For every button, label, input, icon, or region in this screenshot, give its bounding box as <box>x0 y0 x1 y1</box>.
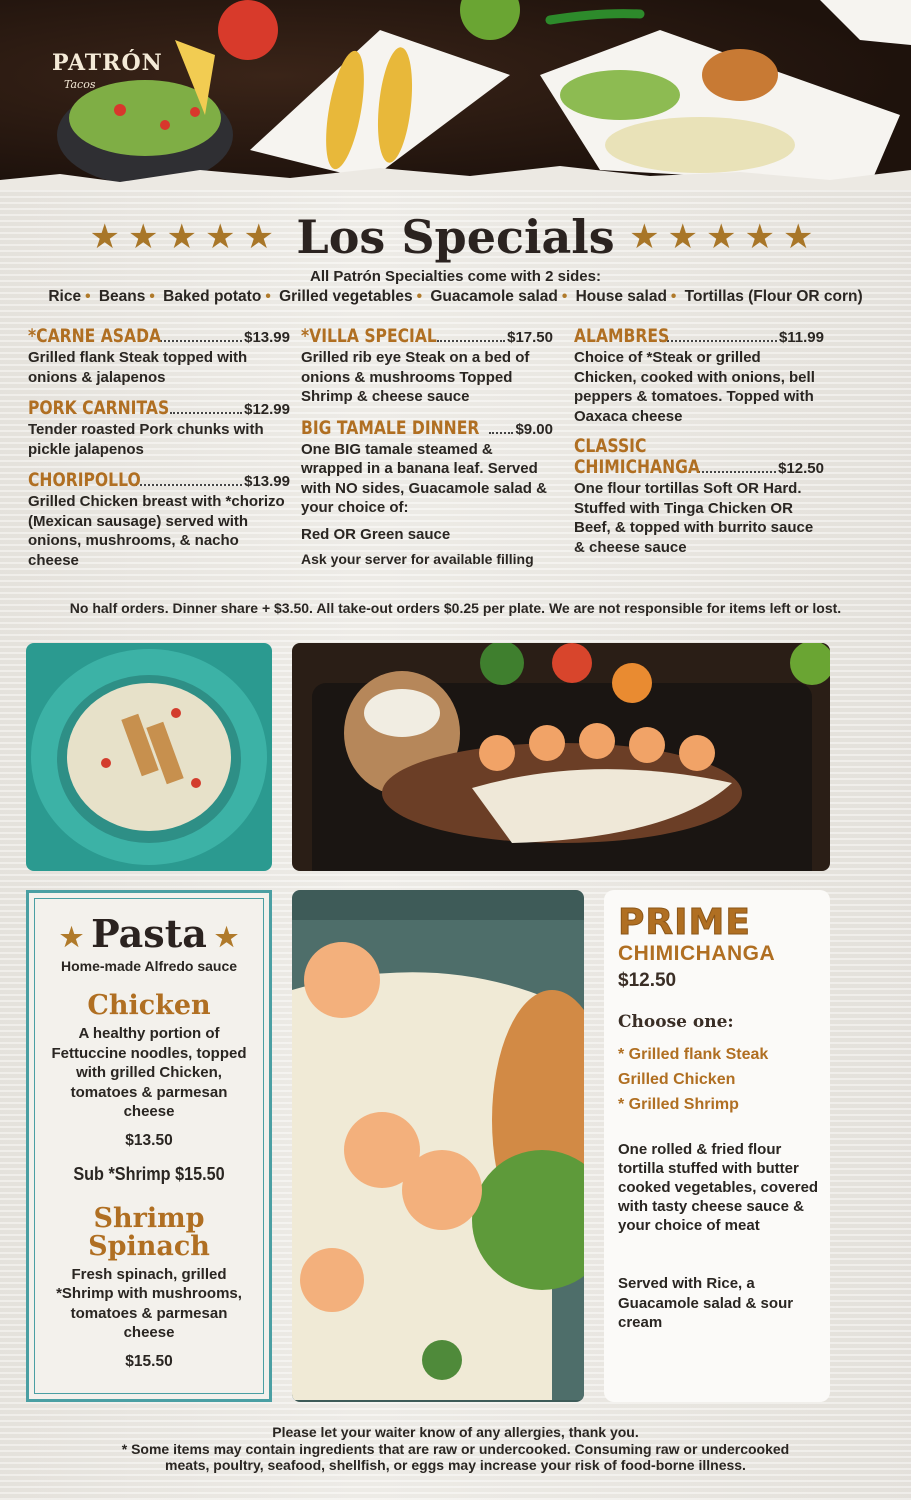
allergy-line: meats, poultry, seafood, shellfish, or eggs may increase your risk of food-borne illness. <box>165 1457 746 1473</box>
choose-heading: Choose one: <box>618 1012 734 1032</box>
pasta-item-description: Fresh spinach, grilled *Shrimp with mushrooms, tomatoes & parmesan cheese <box>56 1265 242 1341</box>
pasta-item-price: $15.50 <box>125 1352 173 1370</box>
item-name: *VILLA SPECIAL <box>301 325 437 347</box>
chimichanga-plate-image <box>292 890 584 1402</box>
item-name: BIG TAMALE DINNER <box>301 416 480 439</box>
item-price: $17.50 <box>507 329 553 346</box>
menu-item-classic-chimichanga <box>574 436 824 557</box>
item-description: Tender roasted Pork chunks with pickle jalapenos <box>28 421 264 458</box>
pasta-item-price: $13.50 <box>125 1131 173 1149</box>
allergy-notice <box>0 1424 911 1474</box>
pasta-section <box>26 890 272 1402</box>
photo-villa-special-plate <box>292 643 830 871</box>
pasta-plate-image <box>26 643 272 871</box>
choice-item: * Grilled Shrimp <box>618 1096 739 1113</box>
allergy-line: Please let your waiter know of any allergies, thank you. <box>272 1424 639 1440</box>
item-price: $13.99 <box>244 473 290 490</box>
specials-column-1 <box>28 325 290 580</box>
star-row-left: ★★★★★ <box>89 218 282 256</box>
star-row-right: ★★★★★ <box>629 218 822 256</box>
prime-subtitle: CHIMICHANGA <box>618 942 776 965</box>
item-filling-note: Ask your server for available filling <box>301 550 534 567</box>
item-price: $12.50 <box>778 460 824 477</box>
item-description: Grilled rib eye Steak on a bed of onions & mushrooms Topped Shrimp & cheese sauce <box>301 349 530 405</box>
choice-item: * Grilled flank Steak <box>618 1046 769 1063</box>
menu-item-choripollo <box>28 469 290 570</box>
pasta-item-name: Chicken <box>87 990 211 1021</box>
pasta-item-description: A healthy portion of Fettuccine noodles, topped with grilled Chicken, tomatoes & parmesan cheese <box>51 1025 247 1120</box>
item-name: CHIMICHANGA <box>574 456 700 478</box>
menu-item-alambres <box>574 325 824 426</box>
menu-item-big-tamale <box>301 417 553 567</box>
side-item: Beans <box>98 288 146 305</box>
star-icon: ★ <box>214 922 239 953</box>
brand-name: PATRÓN <box>52 50 163 76</box>
side-item: Baked potato <box>163 288 262 305</box>
hero-food-photo <box>0 0 911 190</box>
side-item: House salad <box>575 288 667 305</box>
specials-column-2 <box>301 325 553 577</box>
pasta-item-name: Shrimp <box>93 1202 205 1234</box>
item-price: $12.99 <box>244 401 290 418</box>
photo-prime-chimichanga <box>292 890 584 1402</box>
menu-item-carne-asada <box>28 325 290 387</box>
side-item: Guacamole salad <box>430 288 558 305</box>
item-price: $13.99 <box>244 329 290 346</box>
item-name: CHORIPOLLO <box>28 469 141 491</box>
menu-item-pork-carnitas <box>28 397 290 459</box>
photo-chicken-pasta <box>26 643 272 871</box>
sides-list: Rice • Beans • Baked potato • Grilled vegetables • Guacamole salad • House salad • Tortillas (Flour OR corn) <box>48 288 863 305</box>
item-name-line1: CLASSIC <box>574 435 647 457</box>
page-subtitle: All Patrón Specialties come with 2 sides: <box>310 268 601 285</box>
side-item: Rice <box>48 288 82 305</box>
side-item: Tortillas (Flour OR corn) <box>684 288 863 305</box>
choice-item: Grilled Chicken <box>618 1071 736 1088</box>
item-description: Choice of *Steak or grilled Chicken, cooked with onions, bell peppers & tomatoes. Topped with Oaxaca cheese <box>574 349 815 425</box>
item-description: One flour tortillas Soft OR Hard. Stuffed with Tinga Chicken OR Beef, & topped with burrito sauce & cheese sauce <box>574 480 814 556</box>
item-price: $9.00 <box>515 420 553 438</box>
prime-description: One rolled & fried flour tortilla stuffed with butter cooked vegetables, covered with tasty cheese sauce & your choice of meat <box>618 1141 819 1234</box>
pasta-item-substitution: Sub *Shrimp $15.50 <box>73 1163 225 1184</box>
page-title: Los Specials <box>296 210 615 264</box>
star-icon: ★ <box>59 922 84 953</box>
item-name: *CARNE ASADA <box>28 325 162 347</box>
item-description: Grilled flank Steak topped with onions & jalapenos <box>28 349 248 386</box>
title-row <box>0 210 911 264</box>
prime-served-with: Served with Rice, a Guacamole salad & sour cream <box>618 1275 794 1331</box>
pasta-subtitle: Home-made Alfredo sauce <box>60 958 238 974</box>
prime-price: $12.50 <box>618 970 677 991</box>
pasta-item-name-line2: Spinach <box>88 1230 210 1262</box>
item-sauce-choice: Red OR Green sauce <box>301 525 451 543</box>
steak-plate-image <box>292 643 830 871</box>
brand-sub: Tacos <box>64 78 96 91</box>
prime-chimichanga-section <box>604 890 830 1402</box>
pasta-title-row <box>35 911 263 956</box>
side-item: Grilled vegetables <box>279 288 413 305</box>
specials-column-3 <box>574 325 824 567</box>
allergy-line: * Some items may contain ingredients that are raw or undercooked. Consuming raw or undercooked <box>121 1440 790 1457</box>
item-name: PORK CARNITAS <box>28 397 170 419</box>
item-description: Grilled Chicken breast with *chorizo (Mexican sausage) served with onions, mushrooms, & nacho cheese <box>28 493 285 569</box>
item-price: $11.99 <box>778 329 824 346</box>
brand-logo <box>52 50 163 91</box>
order-policy-note: No half orders. Dinner share + $3.50. All take-out orders $0.25 per plate. We are not responsible for items left or lost. <box>69 600 842 616</box>
menu-item-villa-special <box>301 325 553 407</box>
item-description: One BIG tamale steamed & wrapped in a banana leaf. Served with NO sides, Guacamole salad & your choice of: <box>301 440 547 516</box>
torn-edge <box>0 162 911 190</box>
protein-choices <box>618 1042 768 1117</box>
pasta-title: Pasta <box>91 911 207 956</box>
prime-title: PRIME <box>618 902 751 943</box>
item-name: ALAMBRES <box>574 325 670 347</box>
